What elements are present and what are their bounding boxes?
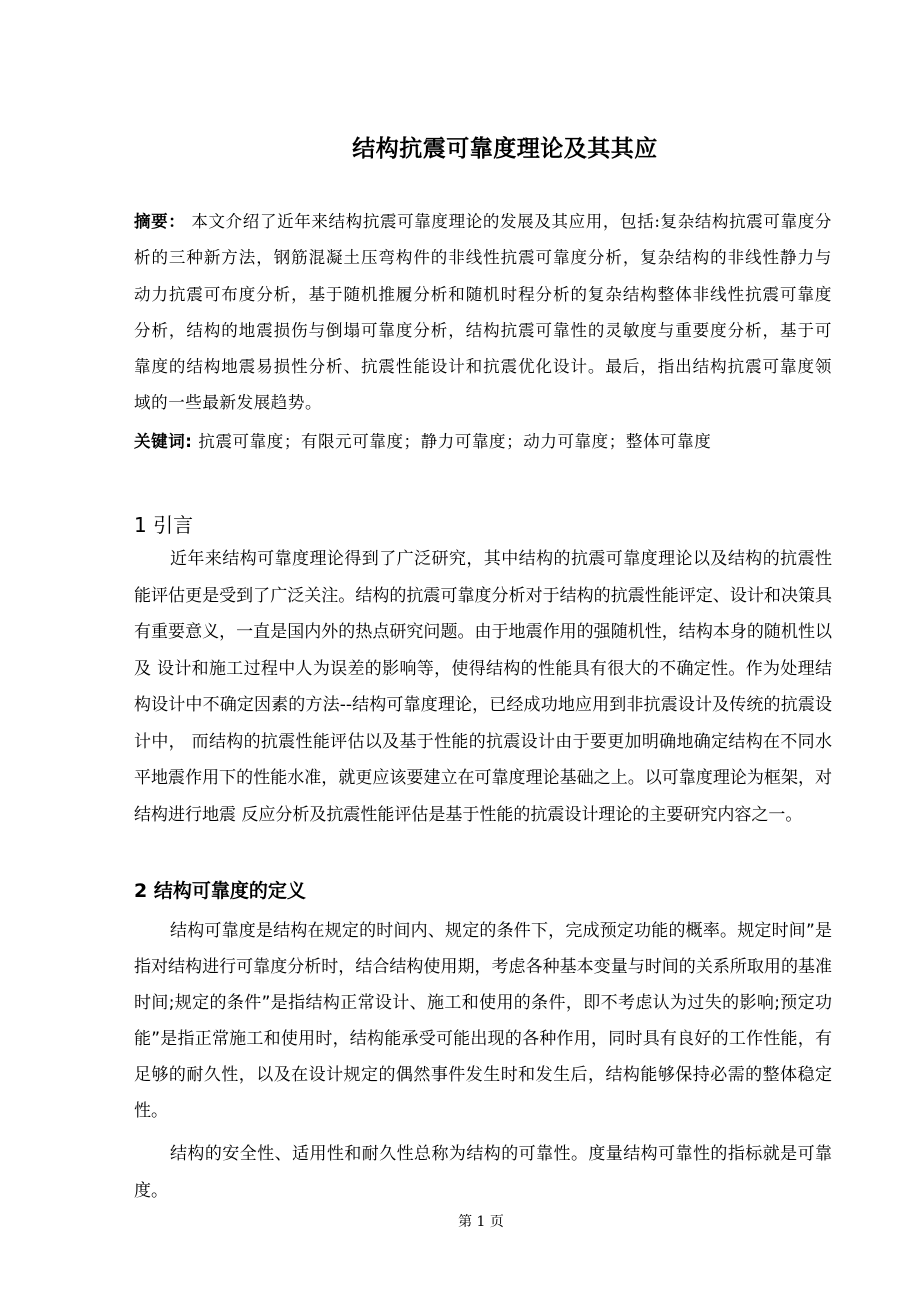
abstract-text: 本文介绍了近年来结构抗震可靠度理论的发展及其应用，包括:复杂结构抗震可靠度分析的三种新方法，钢筋混凝土压弯构件的非线性抗震可靠度分析，复杂结构的非线性静力与动力抗震可布度分析，基于随机推履分析和随机时程分析的复杂结构整体非线性抗震可靠度分析，结构的地震损伤与倒塌可靠度分析，结构抗震可靠性的灵敏度与重要度分析，基于可靠度的结构地震易损性分析、抗震性能设计和抗震优化设计。最后，指出结构抗震可靠度领域的一些最新发展趋势。	[134, 212, 832, 413]
section-heading-reliability-definition: 2 结构可靠度的定义	[134, 880, 306, 902]
definition-paragraph-2: 结构的安全性、适用性和耐久性总称为结构的可靠性。度量结构可靠性的指标就是可靠度。	[134, 1144, 832, 1201]
introduction-paragraph: 近年来结构可靠度理论得到了广泛研究，其中结构的抗震可靠度理论以及结构的抗震性能评估更是受到了广泛关注。结构的抗震可靠度分析对于结构的抗震性能评定、设计和决策具有重要意义，一直是国内外的热点研究问题。由于地震作用的强随机性，结构本身的随机性以及 设计和施工过程中人为误差的影响等，使得结构的性能具有很大的不确定性。作为处理结构设计中不确定因素的方法--结构可靠度理论，已经成功地应用到非抗震设计及传统的抗震设计中， 而结构的抗震性能评估以及基于性能的抗震设计由于要更加明确地确定结构在不同水平地震作用下的性能水准，就更应该要建立在可靠度理论基础之上。以可靠度理论为框架，对结构进行地震 反应分析及抗震性能评估是基于性能的抗震设计理论的主要研究内容之一。	[134, 549, 832, 825]
keywords	[134, 424, 832, 460]
keywords-label: 关键词:	[134, 432, 193, 451]
abstract-label: 摘要：	[134, 212, 186, 231]
keywords-text: 抗震可靠度；有限元可靠度；静力可靠度；动力可靠度；整体可靠度	[192, 432, 712, 451]
page-number: 第 1 页	[458, 1214, 504, 1230]
definition-paragraph-1: 结构可靠度是结构在规定的时间内、规定的条件下，完成预定功能的概率。规定时间”是指对结构进行可靠度分析时，结合结构使用期，考虑各种基本变量与时间的关系所取用的基准时间;规定的条件”是指结构正常设计、施工和使用的条件，即不考虑认为过失的影响;预定功能”是指正常施工和使用时，结构能承受可能出现的各种作用，同时具有良好的工作性能，有足够的耐久性，以及在设计规定的偶然事件发生时和发生后，结构能够保持必需的整体稳定性。	[134, 921, 832, 1121]
page-title: 结构抗震可靠度理论及其其应	[352, 136, 658, 162]
section-heading-introduction: 1 引言	[134, 513, 194, 537]
abstract	[134, 204, 832, 422]
